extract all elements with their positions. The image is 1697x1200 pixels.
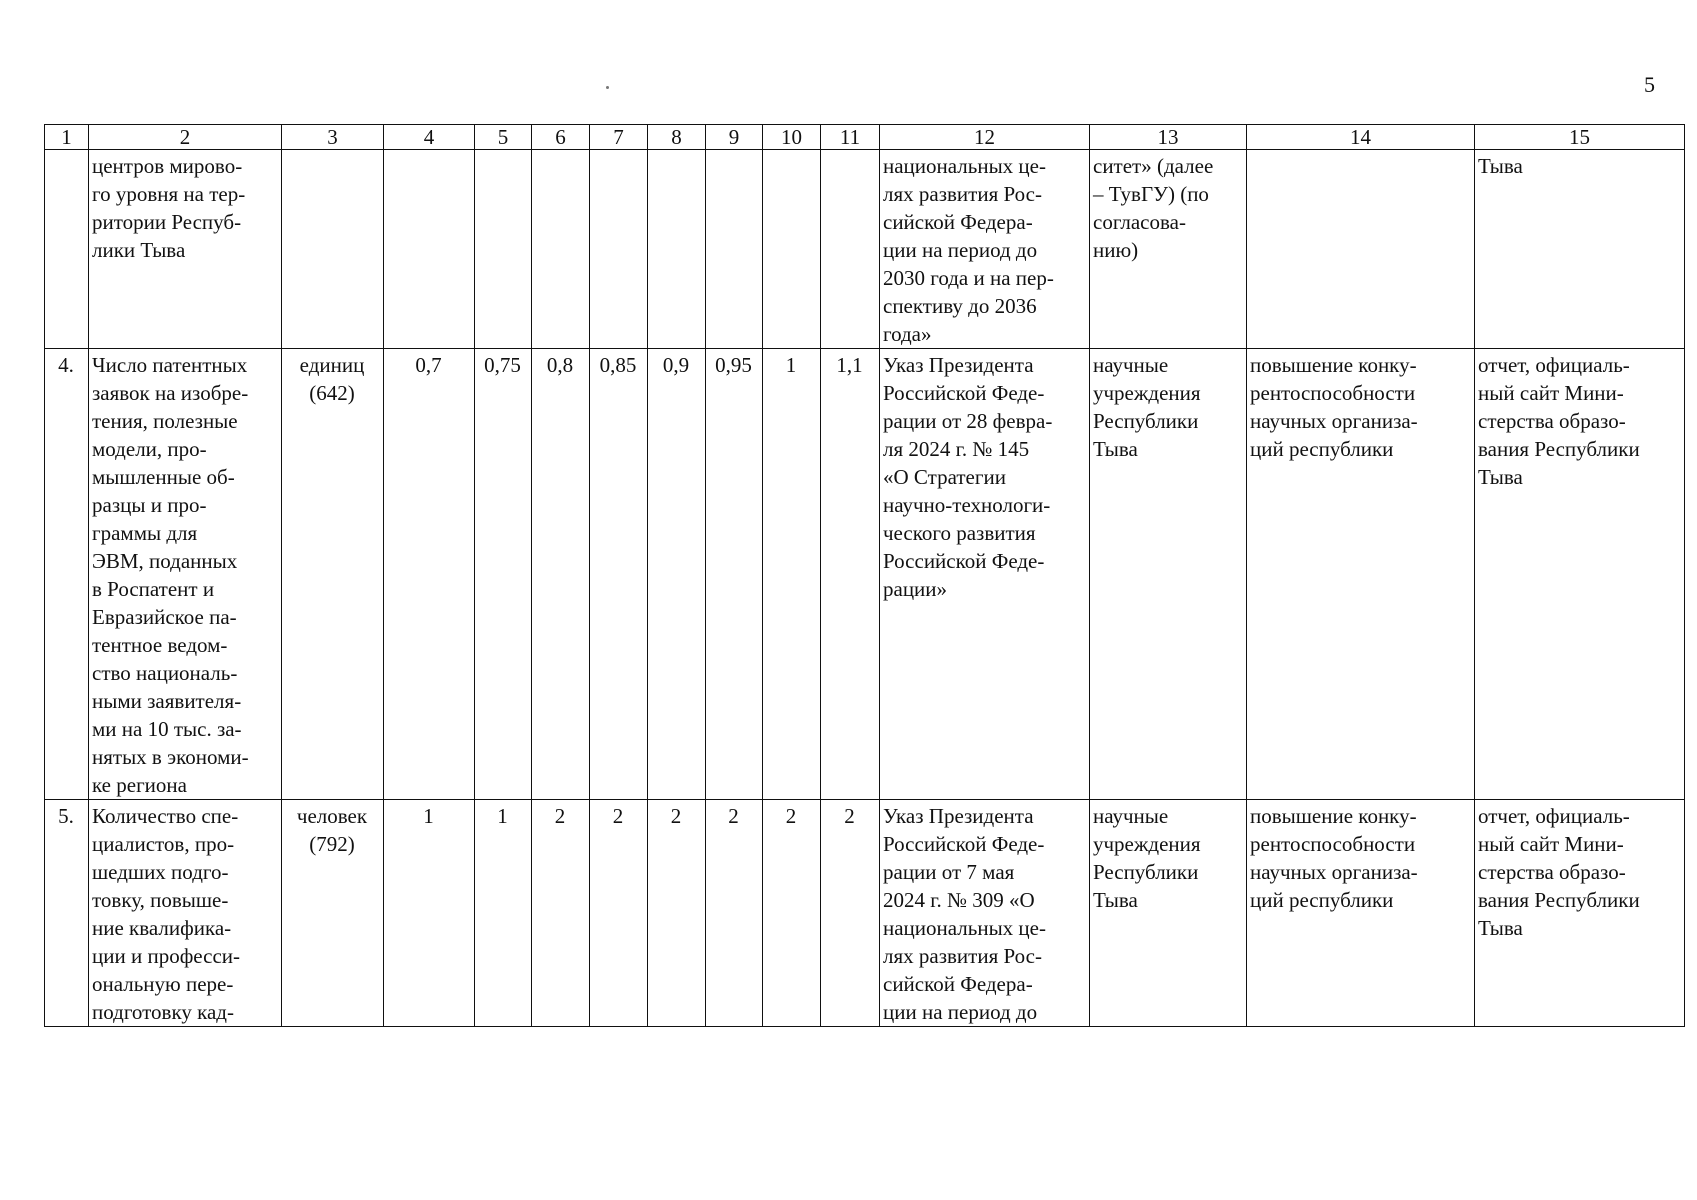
indicator-name-line: мышленные об-: [92, 465, 235, 489]
expected-result-line: повышение конку-: [1250, 353, 1417, 377]
value-cell-11: 1,1: [821, 349, 880, 800]
column-header-11: 11: [821, 125, 880, 150]
data-source-line: Тыва: [1478, 916, 1523, 940]
indicator-name-line: ми на 10 тыс. за-: [92, 717, 242, 741]
expected-result-line: ций республики: [1250, 437, 1394, 461]
indicator-name-line: ритории Респуб-: [92, 210, 242, 234]
unit-line: (642): [309, 381, 355, 405]
scan-speck: [606, 86, 609, 89]
legal-basis-line: сийской Федера-: [883, 972, 1033, 996]
column-header-7: 7: [590, 125, 648, 150]
legal-basis-line: ции на период до: [883, 1000, 1038, 1024]
responsible-line: учреждения: [1093, 381, 1201, 405]
data-source-cell: [1475, 800, 1685, 1027]
value-cell-5: [475, 150, 532, 349]
responsible-line: учреждения: [1093, 832, 1201, 856]
column-header-2: 2: [89, 125, 282, 150]
value-cell-11: [821, 150, 880, 349]
data-source-line: стерства образо-: [1478, 409, 1626, 433]
column-header-1: 1: [45, 125, 89, 150]
data-source-cell: [1475, 349, 1685, 800]
value-cell-4: 0,7: [384, 349, 475, 800]
indicator-name-line: тентное ведом-: [92, 633, 228, 657]
indicator-name-line: го уровня на тер-: [92, 182, 246, 206]
legal-basis-line: «О Стратегии: [883, 465, 1006, 489]
row-number-cell: 4.: [45, 349, 89, 800]
legal-basis-line: рации от 28 февра-: [883, 409, 1053, 433]
data-source-cell: [1475, 150, 1685, 349]
legal-basis-line: ции на период до: [883, 238, 1038, 262]
indicator-name-line: тения, полезные: [92, 409, 238, 433]
value-cell-10: 2: [763, 800, 821, 1027]
value-cell-7: 2: [590, 800, 648, 1027]
indicator-name-line: лики Тыва: [92, 238, 186, 262]
legal-basis-line: ля 2024 г. № 145: [883, 437, 1030, 461]
legal-basis-line: лях развития Рос-: [883, 944, 1042, 968]
value-cell-8: 0,9: [648, 349, 706, 800]
data-source-line: Тыва: [1478, 154, 1523, 178]
responsible-line: научные: [1093, 353, 1169, 377]
data-source-line: вания Республики: [1478, 437, 1640, 461]
indicator-name-cell: [89, 150, 282, 349]
data-source-line: стерства образо-: [1478, 860, 1626, 884]
responsible-line: согласова-: [1093, 210, 1186, 234]
column-header-13: 13: [1090, 125, 1247, 150]
value-cell-6: 2: [532, 800, 590, 1027]
expected-result-cell: [1247, 349, 1475, 800]
indicator-name-line: циалистов, про-: [92, 832, 235, 856]
expected-result-line: рентоспособности: [1250, 381, 1416, 405]
value-cell-8: [648, 150, 706, 349]
indicator-name-cell: [89, 800, 282, 1027]
indicator-name-line: в Роспатент и: [92, 577, 215, 601]
indicator-name-line: подготовку кад-: [92, 1000, 234, 1024]
responsible-line: Республики: [1093, 860, 1199, 884]
legal-basis-line: научно-технологи-: [883, 493, 1051, 517]
column-header-9: 9: [706, 125, 763, 150]
legal-basis-line: лях развития Рос-: [883, 182, 1042, 206]
responsible-line: – ТувГУ) (по: [1093, 182, 1209, 206]
column-header-4: 4: [384, 125, 475, 150]
value-cell-10: 1: [763, 349, 821, 800]
indicator-name-cell: [89, 349, 282, 800]
expected-result-line: научных организа-: [1250, 860, 1418, 884]
indicator-name-line: товку, повыше-: [92, 888, 229, 912]
data-source-line: отчет, официаль-: [1478, 353, 1630, 377]
column-header-5: 5: [475, 125, 532, 150]
column-header-3: 3: [282, 125, 384, 150]
column-header-8: 8: [648, 125, 706, 150]
legal-basis-line: рации»: [883, 577, 948, 601]
indicator-name-line: заявок на изобре-: [92, 381, 249, 405]
column-header-15: 15: [1475, 125, 1685, 150]
legal-basis-line: 2030 года и на пер-: [883, 266, 1054, 290]
responsible-line: нию): [1093, 238, 1139, 262]
data-source-line: отчет, официаль-: [1478, 804, 1630, 828]
indicator-name-line: ство националь-: [92, 661, 238, 685]
expected-result-line: научных организа-: [1250, 409, 1418, 433]
table-body: [45, 125, 1685, 1027]
value-cell-7: [590, 150, 648, 349]
legal-basis-cell: [880, 349, 1090, 800]
legal-basis-line: спективу до 2036: [883, 294, 1037, 318]
row-number-cell: 5.: [45, 800, 89, 1027]
table-row: [45, 150, 1685, 349]
responsible-cell: [1090, 800, 1247, 1027]
indicator-name-line: ции и професси-: [92, 944, 241, 968]
indicator-name-line: Количество спе-: [92, 804, 239, 828]
legal-basis-line: национальных це-: [883, 916, 1046, 940]
indicator-name-line: граммы для: [92, 521, 198, 545]
value-cell-8: 2: [648, 800, 706, 1027]
data-source-line: вания Республики: [1478, 888, 1640, 912]
expected-result-cell: [1247, 150, 1475, 349]
indicator-name-line: нятых в экономи-: [92, 745, 249, 769]
legal-basis-line: Указ Президента: [883, 804, 1034, 828]
value-cell-5: 1: [475, 800, 532, 1027]
legal-basis-cell: [880, 150, 1090, 349]
legal-basis-line: Российской Феде-: [883, 549, 1045, 573]
unit-cell: [282, 150, 384, 349]
legal-basis-line: сийской Федера-: [883, 210, 1033, 234]
unit-line: человек: [296, 804, 368, 828]
row-number-cell: [45, 150, 89, 349]
column-header-14: 14: [1247, 125, 1475, 150]
indicator-name-line: ональную пере-: [92, 972, 234, 996]
value-cell-5: 0,75: [475, 349, 532, 800]
responsible-line: Тыва: [1093, 437, 1138, 461]
responsible-cell: [1090, 349, 1247, 800]
unit-line: (792): [309, 832, 355, 856]
legal-basis-line: года»: [883, 322, 932, 346]
responsible-line: Республики: [1093, 409, 1199, 433]
value-cell-4: [384, 150, 475, 349]
indicator-name-line: центров мирово-: [92, 154, 243, 178]
unit-cell: [282, 800, 384, 1027]
value-cell-11: 2: [821, 800, 880, 1027]
legal-basis-line: национальных це-: [883, 154, 1046, 178]
responsible-line: ситет» (далее: [1093, 154, 1214, 178]
unit-cell: [282, 349, 384, 800]
expected-result-cell: [1247, 800, 1475, 1027]
expected-result-line: ций республики: [1250, 888, 1394, 912]
indicator-name-line: разцы и про-: [92, 493, 207, 517]
expected-result-line: повышение конку-: [1250, 804, 1417, 828]
table-row: [45, 800, 1685, 1027]
indicator-name-line: ЭВМ, поданных: [92, 549, 238, 573]
data-source-line: ный сайт Мини-: [1478, 832, 1624, 856]
expected-result-line: рентоспособности: [1250, 832, 1416, 856]
value-cell-9: [706, 150, 763, 349]
responsible-line: Тыва: [1093, 888, 1138, 912]
legal-basis-line: 2024 г. № 309 «О: [883, 888, 1035, 912]
column-header-10: 10: [763, 125, 821, 150]
value-cell-6: 0,8: [532, 349, 590, 800]
indicator-name-line: Число патентных: [92, 353, 248, 377]
indicators-table: [44, 124, 1685, 1027]
legal-basis-line: ческого развития: [883, 521, 1036, 545]
unit-line: единиц: [299, 353, 365, 377]
legal-basis-line: Российской Феде-: [883, 381, 1045, 405]
responsible-line: научные: [1093, 804, 1169, 828]
value-cell-9: 2: [706, 800, 763, 1027]
page-number: 5: [1644, 72, 1655, 97]
data-source-line: Тыва: [1478, 465, 1523, 489]
legal-basis-line: Российской Феде-: [883, 832, 1045, 856]
indicator-name-line: модели, про-: [92, 437, 207, 461]
legal-basis-line: Указ Президента: [883, 353, 1034, 377]
legal-basis-line: рации от 7 мая: [883, 860, 1015, 884]
column-header-6: 6: [532, 125, 590, 150]
value-cell-4: 1: [384, 800, 475, 1027]
indicator-name-line: Евразийское па-: [92, 605, 237, 629]
table-row: [45, 349, 1685, 800]
indicator-name-line: ными заявителя-: [92, 689, 242, 713]
indicator-name-line: ние квалифика-: [92, 916, 232, 940]
value-cell-9: 0,95: [706, 349, 763, 800]
column-header-12: 12: [880, 125, 1090, 150]
header-row: [45, 125, 1685, 150]
indicator-name-line: ке региона: [92, 773, 187, 797]
value-cell-10: [763, 150, 821, 349]
value-cell-7: 0,85: [590, 349, 648, 800]
legal-basis-cell: [880, 800, 1090, 1027]
responsible-cell: [1090, 150, 1247, 349]
value-cell-6: [532, 150, 590, 349]
data-source-line: ный сайт Мини-: [1478, 381, 1624, 405]
indicator-name-line: шедших подго-: [92, 860, 229, 884]
